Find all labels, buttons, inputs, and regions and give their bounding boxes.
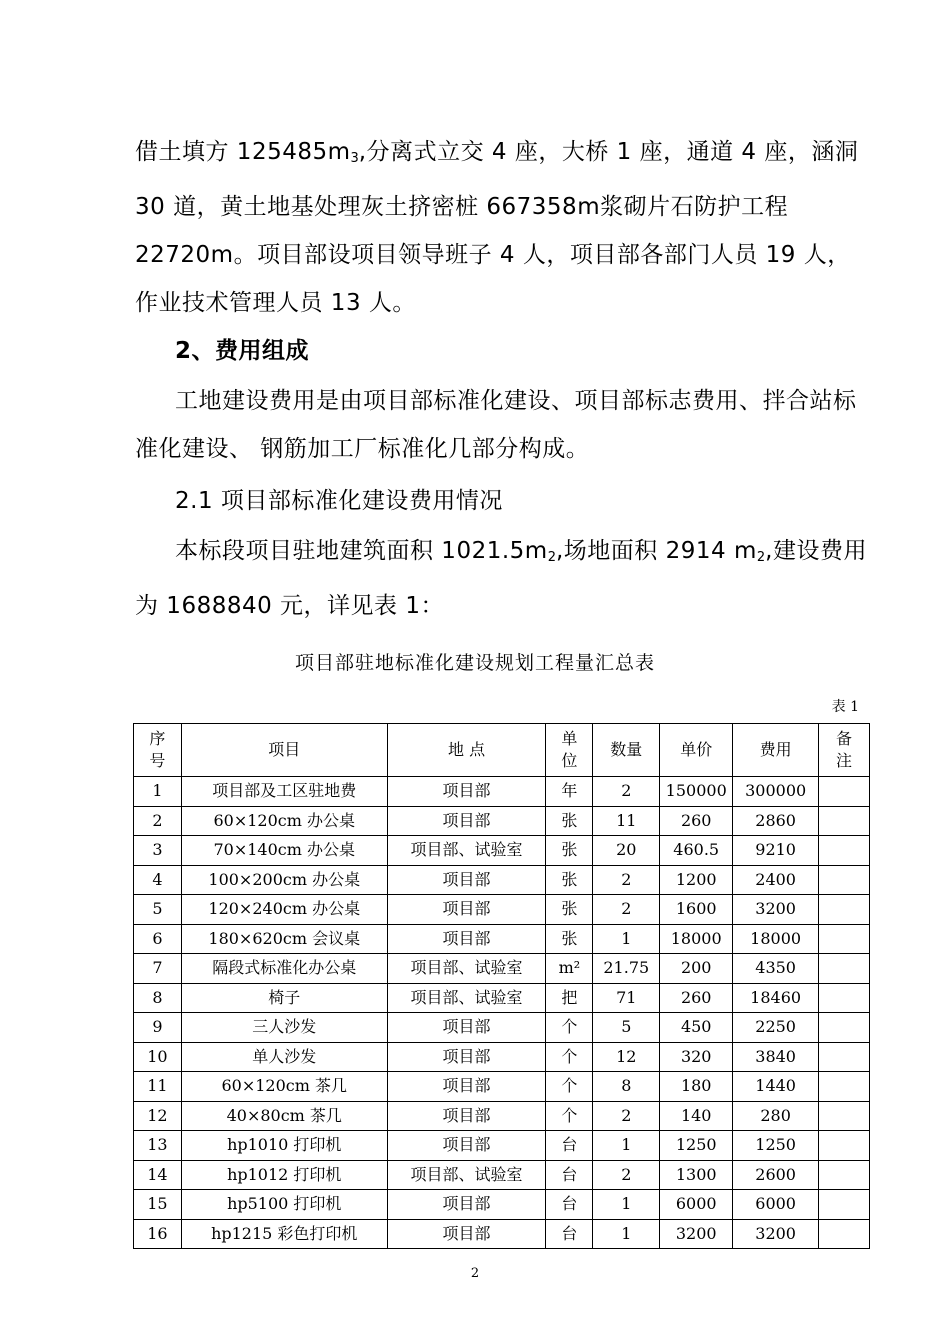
cell-item: hp1215 彩色打印机 — [181, 1219, 387, 1249]
cell-unit: m² — [546, 954, 593, 984]
cell-remark — [819, 1013, 870, 1043]
header-item: 项目 — [181, 724, 387, 777]
table-row — [134, 1101, 870, 1131]
cell-location: 项目部、试验室 — [387, 836, 546, 866]
cell-remark — [819, 1190, 870, 1220]
cell-location: 项目部 — [387, 1042, 546, 1072]
cell-unit: 张 — [546, 924, 593, 954]
cell-remark — [819, 954, 870, 984]
text-line: 工地建设费用是由项目部标准化建设、项目部标志费用、拌合站标 — [175, 388, 857, 414]
cell-remark — [819, 895, 870, 925]
cell-cost: 18460 — [733, 983, 819, 1013]
cell-cost: 9210 — [733, 836, 819, 866]
cell-unit: 个 — [546, 1101, 593, 1131]
cell-no: 12 — [134, 1101, 182, 1131]
cell-remark — [819, 1160, 870, 1190]
cell-qty: 2 — [593, 1101, 660, 1131]
cell-location: 项目部 — [387, 1190, 546, 1220]
cell-unit: 张 — [546, 865, 593, 895]
cell-location: 项目部 — [387, 1131, 546, 1161]
cell-unit: 张 — [546, 836, 593, 866]
cell-item: 项目部及工区驻地费 — [181, 777, 387, 807]
table-row — [134, 1131, 870, 1161]
table-row — [134, 1190, 870, 1220]
cell-cost: 6000 — [733, 1190, 819, 1220]
cell-item: 椅子 — [181, 983, 387, 1013]
cell-price: 320 — [660, 1042, 733, 1072]
cell-item: hp1012 打印机 — [181, 1160, 387, 1190]
header-no: 序 号 — [134, 724, 182, 777]
text-line: 为 1688840 元，详见表 1： — [135, 593, 444, 619]
cell-no: 9 — [134, 1013, 182, 1043]
cell-no: 15 — [134, 1190, 182, 1220]
cell-price: 260 — [660, 806, 733, 836]
cell-cost: 2250 — [733, 1013, 819, 1043]
header-unit: 单 位 — [546, 724, 593, 777]
cell-remark — [819, 865, 870, 895]
cell-no: 14 — [134, 1160, 182, 1190]
text-line: 本标段项目驻地建筑面积 $1021.5m_2$,场地面积 2914 $m_2$,建设费用 — [175, 538, 867, 565]
cell-price: 150000 — [660, 777, 733, 807]
table-row — [134, 954, 870, 984]
cell-price: 140 — [660, 1101, 733, 1131]
cell-location: 项目部 — [387, 777, 546, 807]
cell-item: 60×120cm 茶几 — [181, 1072, 387, 1102]
cell-unit: 个 — [546, 1042, 593, 1072]
cell-remark — [819, 777, 870, 807]
cell-item: 隔段式标准化办公桌 — [181, 954, 387, 984]
header-remark: 备 注 — [819, 724, 870, 777]
cell-price: 180 — [660, 1072, 733, 1102]
cell-location: 项目部、试验室 — [387, 983, 546, 1013]
cell-location: 项目部、试验室 — [387, 1160, 546, 1190]
table-row — [134, 983, 870, 1013]
cell-no: 8 — [134, 983, 182, 1013]
cell-cost: 1250 — [733, 1131, 819, 1161]
cell-cost: 4350 — [733, 954, 819, 984]
cell-price: 1600 — [660, 895, 733, 925]
cell-item: 40×80cm 茶几 — [181, 1101, 387, 1131]
cell-unit: 把 — [546, 983, 593, 1013]
cell-cost: 18000 — [733, 924, 819, 954]
cell-no: 16 — [134, 1219, 182, 1249]
cell-unit: 台 — [546, 1219, 593, 1249]
cell-price: 1250 — [660, 1131, 733, 1161]
cell-location: 项目部 — [387, 1101, 546, 1131]
paragraph-cost-detail — [135, 527, 865, 630]
cell-qty: 2 — [593, 895, 660, 925]
cell-item: 100×200cm 办公桌 — [181, 865, 387, 895]
table-label: 表 1 — [831, 699, 859, 715]
cell-location: 项目部 — [387, 865, 546, 895]
text-line: 30 道，黄土地基处理灰土挤密桩 667358m浆砌片石防护工程 — [135, 194, 789, 220]
cell-item: 180×620cm 会议桌 — [181, 924, 387, 954]
cell-cost: 1440 — [733, 1072, 819, 1102]
cell-price: 3200 — [660, 1219, 733, 1249]
cell-remark — [819, 1072, 870, 1102]
cell-location: 项目部 — [387, 1219, 546, 1249]
cell-cost: 3200 — [733, 895, 819, 925]
cell-qty: 2 — [593, 865, 660, 895]
cell-location: 项目部 — [387, 1013, 546, 1043]
table-row — [134, 865, 870, 895]
text-line: 作业技术管理人员 13 人。 — [135, 290, 416, 316]
cell-no: 11 — [134, 1072, 182, 1102]
cell-remark — [819, 1042, 870, 1072]
table-row — [134, 924, 870, 954]
subsection-heading: 2.1 项目部标准化建设费用情况 — [175, 488, 503, 514]
cell-no: 7 — [134, 954, 182, 984]
table-row — [134, 1013, 870, 1043]
cell-cost: 2860 — [733, 806, 819, 836]
header-cost: 费用 — [733, 724, 819, 777]
cell-price: 460.5 — [660, 836, 733, 866]
cell-qty: 20 — [593, 836, 660, 866]
cell-location: 项目部 — [387, 924, 546, 954]
cell-no: 5 — [134, 895, 182, 925]
cell-unit: 年 — [546, 777, 593, 807]
cell-unit: 张 — [546, 895, 593, 925]
cell-item: 120×240cm 办公桌 — [181, 895, 387, 925]
cell-remark — [819, 1219, 870, 1249]
table-row — [134, 1072, 870, 1102]
cell-remark — [819, 983, 870, 1013]
cell-location: 项目部 — [387, 1072, 546, 1102]
cell-cost: 3200 — [733, 1219, 819, 1249]
cell-remark — [819, 924, 870, 954]
cell-qty: 1 — [593, 1131, 660, 1161]
table-row — [134, 836, 870, 866]
header-qty: 数量 — [593, 724, 660, 777]
cell-remark — [819, 1101, 870, 1131]
table-row — [134, 1042, 870, 1072]
cell-unit: 个 — [546, 1013, 593, 1043]
cell-qty: 1 — [593, 1190, 660, 1220]
table-row — [134, 895, 870, 925]
cell-no: 2 — [134, 806, 182, 836]
table-row — [134, 1219, 870, 1249]
paragraph-project-overview — [135, 128, 865, 327]
cell-qty: 11 — [593, 806, 660, 836]
cell-no: 6 — [134, 924, 182, 954]
cell-qty: 2 — [593, 1160, 660, 1190]
table-caption: 项目部驻地标准化建设规划工程量汇总表 — [294, 652, 655, 674]
cell-unit: 台 — [546, 1160, 593, 1190]
table-row — [134, 777, 870, 807]
cell-qty: 5 — [593, 1013, 660, 1043]
cell-price: 200 — [660, 954, 733, 984]
cell-location: 项目部 — [387, 806, 546, 836]
cell-price: 18000 — [660, 924, 733, 954]
cost-summary-table — [133, 723, 870, 1249]
text-line: 22720m。项目部设项目领导班子 4 人，项目部各部门人员 19 人， — [135, 242, 851, 268]
cell-remark — [819, 836, 870, 866]
cell-qty: 21.75 — [593, 954, 660, 984]
cell-cost: 280 — [733, 1101, 819, 1131]
cell-qty: 1 — [593, 1219, 660, 1249]
cell-no: 13 — [134, 1131, 182, 1161]
cell-price: 260 — [660, 983, 733, 1013]
cell-price: 1200 — [660, 865, 733, 895]
cell-location: 项目部、试验室 — [387, 954, 546, 984]
cell-no: 3 — [134, 836, 182, 866]
cell-remark — [819, 806, 870, 836]
cell-item: 60×120cm 办公桌 — [181, 806, 387, 836]
table-row — [134, 1160, 870, 1190]
cell-no: 10 — [134, 1042, 182, 1072]
paragraph-cost-composition — [135, 377, 865, 473]
table-header-row — [134, 724, 870, 777]
header-location: 地 点 — [387, 724, 546, 777]
cell-price: 1300 — [660, 1160, 733, 1190]
cell-item: hp5100 打印机 — [181, 1190, 387, 1220]
cell-qty: 1 — [593, 924, 660, 954]
cell-item: 70×140cm 办公桌 — [181, 836, 387, 866]
cell-unit: 台 — [546, 1131, 593, 1161]
cell-no: 1 — [134, 777, 182, 807]
cell-qty: 2 — [593, 777, 660, 807]
header-price: 单价 — [660, 724, 733, 777]
cell-remark — [819, 1131, 870, 1161]
cell-qty: 12 — [593, 1042, 660, 1072]
cell-cost: 2400 — [733, 865, 819, 895]
cell-item: hp1010 打印机 — [181, 1131, 387, 1161]
cell-qty: 71 — [593, 983, 660, 1013]
text-line: 借土填方 $125485m_3$,分离式立交 4 座，大桥 1 座，通道 4 座，涵洞 — [135, 139, 859, 166]
cell-no: 4 — [134, 865, 182, 895]
table-row — [134, 806, 870, 836]
cell-qty: 8 — [593, 1072, 660, 1102]
cell-unit: 个 — [546, 1072, 593, 1102]
section-heading: 2、费用组成 — [175, 338, 310, 364]
page-number: 2 — [470, 1266, 480, 1281]
cell-price: 6000 — [660, 1190, 733, 1220]
text-line: 准化建设、 钢筋加工厂标准化几部分构成。 — [135, 436, 590, 462]
cell-unit: 张 — [546, 806, 593, 836]
cell-cost: 300000 — [733, 777, 819, 807]
cell-unit: 台 — [546, 1190, 593, 1220]
cell-cost: 2600 — [733, 1160, 819, 1190]
cell-price: 450 — [660, 1013, 733, 1043]
cell-item: 三人沙发 — [181, 1013, 387, 1043]
cell-location: 项目部 — [387, 895, 546, 925]
cell-cost: 3840 — [733, 1042, 819, 1072]
cell-item: 单人沙发 — [181, 1042, 387, 1072]
